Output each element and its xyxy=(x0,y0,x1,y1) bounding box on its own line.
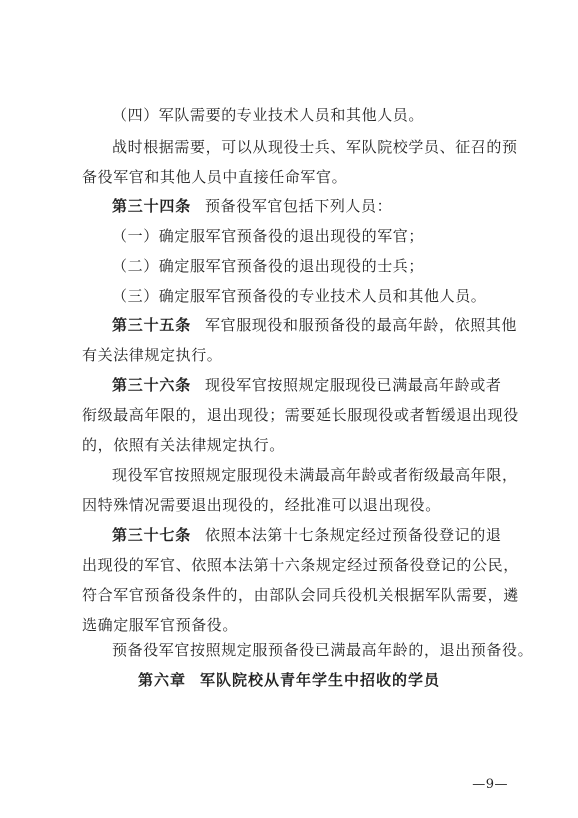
article-35: 第三十五条 军官服现役和服预备役的最高年龄，依照其他 xyxy=(112,316,518,334)
article-36: 第三十六条 现役军官按照规定服现役已满最高年龄或者 xyxy=(112,376,502,394)
paragraph-line: 备役军官和其他人员中直接任命军官。 xyxy=(82,168,348,186)
list-item: （三）确定服军官预备役的专业技术人员和其他人员。 xyxy=(112,287,487,305)
chapter-number: 第六章 xyxy=(137,671,186,689)
article-37: 第三十七条 依照本法第十七条规定经过预备役登记的退 xyxy=(112,526,502,544)
page-number: —9— xyxy=(472,777,508,792)
article-34: 第三十四条 预备役军官包括下列人员： xyxy=(112,197,393,215)
article-heading: 第三十五条 xyxy=(112,316,192,334)
paragraph-line: 选确定服军官预备役。 xyxy=(82,616,239,634)
paragraph-line: 有关法律规定执行。 xyxy=(82,346,223,364)
paragraph-line: 现役军官按照规定服现役未满最高年龄或者衔级最高年限， xyxy=(112,466,518,484)
paragraph-line: 的，依照有关法律规定执行。 xyxy=(82,436,285,454)
paragraph-line: （四）军队需要的专业技术人员和其他人员。 xyxy=(112,106,425,124)
paragraph-line: 因特殊情况需要退出现役的，经批准可以退出现役。 xyxy=(82,496,441,514)
article-heading: 第三十四条 xyxy=(112,197,192,215)
paragraph-line: 衔级最高年限的，退出现役；需要延长服现役或者暂缓退出现役 xyxy=(82,406,519,424)
chapter-title: 军队院校从青年学生中招收的学员 xyxy=(200,671,441,689)
list-item: （一）确定服军官预备役的退出现役的军官； xyxy=(112,227,425,245)
paragraph-line: 战时根据需要，可以从现役士兵、军队院校学员、征召的预 xyxy=(112,138,518,156)
paragraph-line: 符合军官预备役条件的，由部队会同兵役机关根据军队需要，遴 xyxy=(82,586,519,604)
list-item: （二）确定服军官预备役的退出现役的士兵； xyxy=(112,257,425,275)
chapter-heading xyxy=(0,669,578,690)
article-heading: 第三十七条 xyxy=(112,526,192,544)
article-heading: 第三十六条 xyxy=(112,376,192,394)
paragraph-line: 预备役军官按照规定服预备役已满最高年龄的，退出预备役。 xyxy=(112,641,534,659)
paragraph-line: 出现役的军官、依照本法第十六条规定经过预备役登记的公民， xyxy=(82,556,519,574)
